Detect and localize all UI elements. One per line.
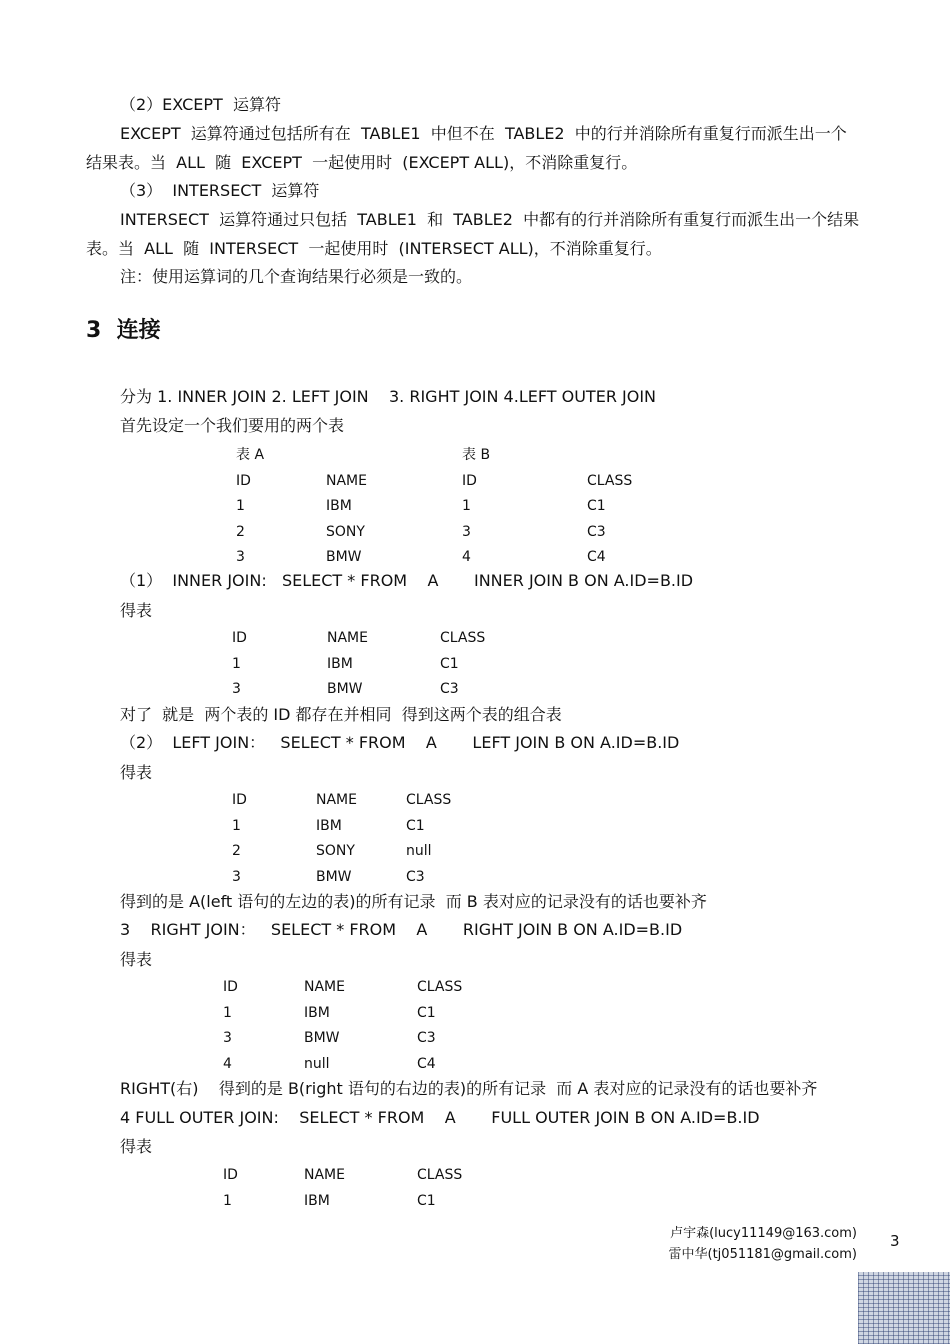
table-cell: 3 bbox=[236, 549, 245, 565]
table-header-cell: ID bbox=[236, 472, 251, 489]
left-join-query: （2） LEFT JOIN： SELECT * FROM A LEFT JOIN B ON A.ID=B.ID bbox=[120, 733, 680, 752]
table-header-cell: NAME bbox=[304, 1167, 345, 1183]
table-cell: 3 bbox=[223, 1030, 232, 1046]
table-cell: SONY bbox=[316, 843, 355, 859]
table-cell: 2 bbox=[232, 843, 241, 859]
table-header-cell: ID bbox=[462, 472, 477, 489]
table-cell: null bbox=[304, 1055, 330, 1072]
table-cell: IBM bbox=[327, 655, 353, 672]
table-cell: IBM bbox=[304, 1004, 330, 1021]
table-cell: C3 bbox=[587, 523, 606, 540]
table-cell: C1 bbox=[417, 1004, 436, 1021]
table-cell: IBM bbox=[316, 817, 342, 834]
except-description-line2: 结果表。当 ALL 随 EXCEPT 一起使用时 (EXCEPT ALL)，不消除重复行。 bbox=[86, 153, 638, 172]
intersect-description-line1: INTERSECT 运算符通过只包括 TABLE1 和 TABLE2 中都有的行并消除所有重复行而派生出一个结果 bbox=[120, 210, 860, 229]
table-cell: IBM bbox=[304, 1192, 330, 1209]
table-header-cell: ID bbox=[232, 630, 247, 646]
right-join-note: RIGHT(右) 得到的是 B(right 语句的右边的表)的所有记录 而 A 表对应的记录没有的话也要补齐 bbox=[120, 1079, 818, 1098]
right-join-query: 3 RIGHT JOIN： SELECT * FROM A RIGHT JOIN B ON A.ID=B.ID bbox=[120, 920, 683, 939]
table-cell: BMW bbox=[327, 681, 363, 697]
except-subheading: （2）EXCEPT 运算符 bbox=[120, 95, 281, 114]
table-cell: C1 bbox=[587, 498, 606, 514]
except-description-line1: EXCEPT 运算符通过包括所有在 TABLE1 中但不在 TABLE2 中的行并消除所有重复行而派生出一个 bbox=[120, 124, 847, 143]
table-cell: BMW bbox=[304, 1030, 340, 1046]
footer-author-1: 卢宇森(lucy11149@163.com) bbox=[670, 1226, 857, 1241]
inner-join-query: （1） INNER JOIN: SELECT * FROM A INNER JOIN B ON A.ID=B.ID bbox=[120, 571, 694, 590]
right-join-result-label: 得表 bbox=[120, 950, 153, 969]
table-header-cell: NAME bbox=[327, 630, 368, 646]
page-number: 3 bbox=[890, 1232, 900, 1250]
section-heading-joins: 3 连接 bbox=[86, 318, 161, 343]
table-header-cell: CLASS bbox=[440, 630, 486, 646]
table-cell: 1 bbox=[232, 655, 241, 672]
table-cell: 1 bbox=[223, 1192, 232, 1209]
intersect-subheading: （3） INTERSECT 运算符 bbox=[120, 181, 320, 200]
operator-note: 注：使用运算词的几个查询结果行必须是一致的。 bbox=[120, 267, 473, 286]
table-cell: BMW bbox=[316, 868, 352, 885]
table-cell: 1 bbox=[223, 1004, 232, 1021]
table-cell: 4 bbox=[462, 549, 471, 565]
inner-join-note: 对了 就是 两个表的 ID 都存在并相同 得到这两个表的组合表 bbox=[120, 705, 562, 724]
table-header-cell: CLASS bbox=[587, 472, 633, 489]
table-cell: 1 bbox=[232, 817, 241, 834]
corner-decoration bbox=[858, 1272, 950, 1344]
table-cell: 3 bbox=[462, 523, 471, 540]
table-cell: C3 bbox=[417, 1030, 436, 1046]
table-header-cell: NAME bbox=[326, 472, 367, 489]
left-join-result-label: 得表 bbox=[120, 763, 153, 782]
table-cell: C1 bbox=[417, 1192, 436, 1209]
join-types-line: 分为 1. INNER JOIN 2. LEFT JOIN 3. RIGHT JOIN 4.LEFT OUTER JOIN bbox=[120, 387, 657, 406]
intersect-description-line2: 表。当 ALL 随 INTERSECT 一起使用时 (INTERSECT ALL)，不消除重复行。 bbox=[86, 239, 662, 258]
footer-author-2: 雷中华(tj051181@gmail.com) bbox=[668, 1247, 857, 1262]
inner-join-result-label: 得表 bbox=[120, 601, 153, 620]
table-cell: 3 bbox=[232, 681, 241, 697]
table-a-title: 表 A bbox=[236, 447, 265, 463]
table-header-cell: NAME bbox=[316, 792, 357, 808]
table-cell: 1 bbox=[236, 498, 245, 514]
left-join-note: 得到的是 A(left 语句的左边的表)的所有记录 而 B 表对应的记录没有的话也要补齐 bbox=[120, 892, 707, 911]
table-header-cell: CLASS bbox=[417, 979, 463, 995]
table-cell: 4 bbox=[223, 1055, 232, 1072]
table-cell: C1 bbox=[440, 655, 459, 672]
table-cell: null bbox=[406, 843, 432, 859]
table-header-cell: CLASS bbox=[406, 792, 452, 808]
table-cell: C3 bbox=[406, 868, 425, 885]
table-header-cell: ID bbox=[223, 979, 238, 995]
table-cell: C3 bbox=[440, 681, 459, 697]
table-cell: IBM bbox=[326, 498, 352, 514]
table-header-cell: ID bbox=[232, 792, 247, 808]
full-join-result-label: 得表 bbox=[120, 1137, 153, 1156]
table-b-title: 表 B bbox=[462, 447, 491, 463]
table-cell: C4 bbox=[587, 549, 606, 565]
table-cell: 1 bbox=[462, 498, 471, 514]
full-join-query: 4 FULL OUTER JOIN: SELECT * FROM A FULL OUTER JOIN B ON A.ID=B.ID bbox=[120, 1108, 760, 1127]
table-cell: 2 bbox=[236, 523, 245, 540]
table-header-cell: NAME bbox=[304, 979, 345, 995]
setup-line: 首先设定一个我们要用的两个表 bbox=[120, 416, 345, 435]
table-cell: C1 bbox=[406, 817, 425, 834]
table-header-cell: ID bbox=[223, 1167, 238, 1183]
table-cell: 3 bbox=[232, 868, 241, 885]
table-cell: C4 bbox=[417, 1055, 436, 1072]
table-cell: SONY bbox=[326, 523, 365, 540]
table-header-cell: CLASS bbox=[417, 1167, 463, 1183]
table-cell: BMW bbox=[326, 549, 362, 565]
